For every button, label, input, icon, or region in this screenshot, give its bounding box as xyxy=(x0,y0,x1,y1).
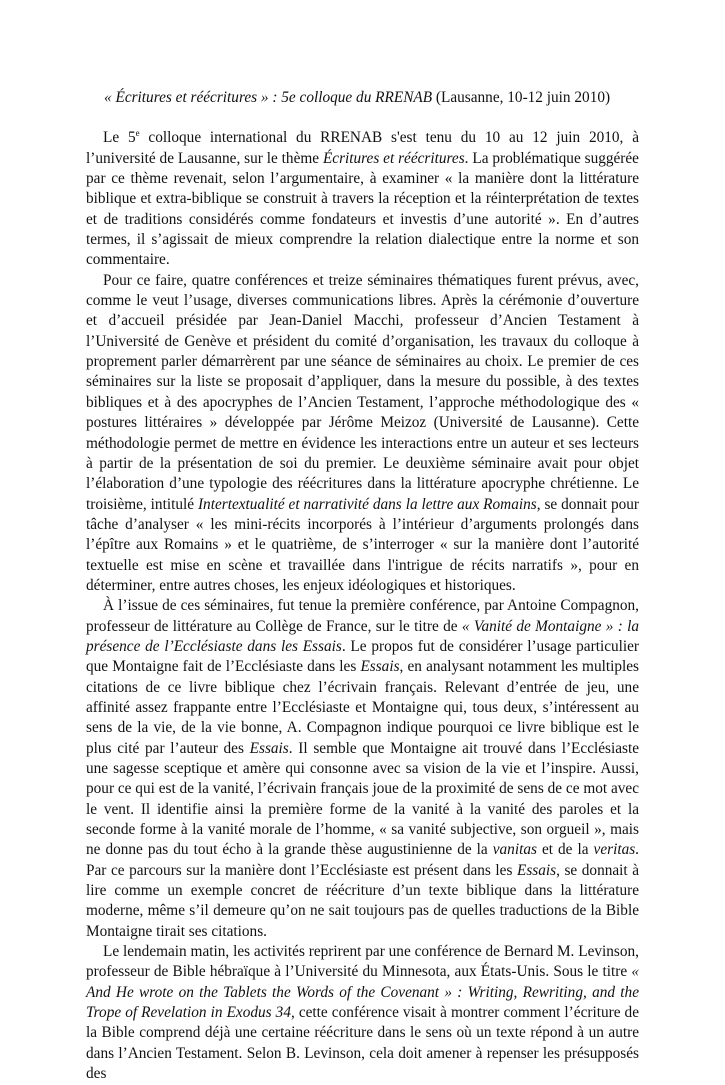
p3-text-e: et de la xyxy=(536,841,594,859)
p3-text-f: . Par ce parcours sur la manière dont l’Ecclésiaste est présent dans les xyxy=(86,841,639,879)
p1-text-b: colloque international du RRENAB s'est tenu du 10 au 12 juin 2010, à l’université de Lausanne, sur le thème xyxy=(86,129,639,167)
paragraph-1 xyxy=(86,128,639,270)
p3-vanitas-italic: vanitas xyxy=(492,841,537,859)
title-italic: « Écritures et réécritures » : 5e colloque du RRENAB xyxy=(104,89,433,106)
p3-text-g: , se donnait à lire comme un exemple concret de réécriture d’un texte biblique dans la littérature moderne, même s’il demeure qu’on ne sait toujours pas de quelles traductions de la Bible Montaigne tirait ses citations. xyxy=(86,861,639,940)
p4-text-a: Le lendemain matin, les activités reprirent par une conférence de Bernard M. Levinson, professeur de Bible hébraïque à l’Université du Minnesota, aux États-Unis. Sous le titre xyxy=(86,943,639,981)
paragraph-2 xyxy=(86,271,639,597)
p4-text-b: , cette conférence visait à montrer comment l’écriture de la Bible comprend déjà une certaine réécriture dans le sens où un texte répond à un autre dans l’Ancien Testament. Selon B. Levinson, cela doit amener à repenser les présupposés des xyxy=(86,1004,639,1083)
p3-text-b: . Le propos fut de considérer l’usage particulier que Montaigne fait de l’Ecclésiaste dans les xyxy=(86,637,640,676)
paragraph-3 xyxy=(86,596,639,942)
p2-text-b: , se donnait pour tâche d’analyser « les mini-récits incorporés à l’intérieur d’arguments prolongés dans l’épître aux Romains » et le quatrième, de s’interroger « sur la manière dont l’autorité textuelle est mise en scène et travaillée dans l'intrigue de récits narratifs », pour en déterminer, entre autres choses, les enjeux idéologiques et historiques. xyxy=(86,495,639,594)
paragraph-4 xyxy=(86,942,639,1084)
p3-essais-italic-3: Essais xyxy=(516,861,557,879)
p1-text-c: . La problématique suggérée par ce thème revenait, selon l’argumentaire, à examiner « la manière dont la littérature biblique et extra-biblique se construit à travers la réception et la réinterprétation de textes et de traditions considérés comme fondateurs et investis d’une autorité ». En d’autres termes, il s’agissait de mieux comprendre la relation dialectique entre la norme et son commentaire. xyxy=(86,149,639,269)
p3-veritas-italic: veritas xyxy=(593,841,636,859)
p3-lecture-title-italic: « Vanité de Montaigne » : la présence de l’Ecclésiaste dans les Essais xyxy=(86,617,640,655)
p3-essais-italic-2: Essais xyxy=(249,739,289,757)
p2-text-a: Pour ce faire, quatre conférences et treize séminaires thématiques furent prévus, avec, comme le veut l’usage, diverses communications libres. Après la cérémonie d’ouverture et d’accueil présidée par Jean-Daniel Macchi, professeur d’Ancien Testament à l’Université de Genève et président du comité d’organisation, les travaux du colloque à proprement parler démarrèrent par une séance de séminaires au choix. Le premier de ces séminaires sur la liste se proposait d’appliquer, dans la mesure du possible, à des textes bibliques et à des apocryphes de l’Ancien Testament, l’approche méthodologique des « postures littéraires » développée par Jérôme Meizoz (Université de Lausanne). Cette méthodologie permet de mettre en évidence les interactions entre un auteur et ses lecteurs à partir de la présentation de soi du premier. Le deuxième séminaire avait pour objet l’élaboration d’une typologie des réécritures dans la littérature apocryphe chrétienne. Le troisième, intitulé xyxy=(86,271,639,513)
p4-lecture-title-italic: « And He wrote on the Tablets the Words of the Covenant » : Writing, Rewriting, and the Trope of Revelation in Exodus 34 xyxy=(86,963,639,1022)
p1-text-a: Le 5 xyxy=(103,129,136,147)
article-title xyxy=(86,88,639,108)
p3-text-a: À l’issue de ces séminaires, fut tenue la première conférence, par Antoine Compagnon, professeur de littérature au Collège de France, sur le titre de xyxy=(86,597,639,635)
p2-seminar-title-italic: Intertextualité et narrativité dans la lettre aux Romains xyxy=(197,495,537,513)
title-location-date: (Lausanne, 10-12 juin 2010) xyxy=(432,89,611,106)
p1-theme-italic: Écritures et réécritures xyxy=(322,149,465,167)
p3-essais-italic-1: Essais xyxy=(360,658,400,676)
p3-text-d: . Il semble que Montaigne ait trouvé dans l’Ecclésiaste une sagesse sceptique et amère qui consonne avec sa vision de la vie et l’inspire. Aussi, pour ce qui est de la vanité, l’écrivain français joue de la proximité de sens de ce mot avec le vent. Il identifie ainsi la première forme de la vanité à la vanité des paroles et la seconde forme à la vanité morale de l’homme, « sa vanité subjective, son orgueil », mais ne donne pas du tout écho à la grande thèse augustinienne de la xyxy=(86,739,640,859)
p3-text-c: , en analysant notamment les multiples citations de ce livre biblique chez l’écrivain français. Relevant d’entrée de jeu, une affinité assez frappante entre l’Ecclésiaste et Montaigne qui, tous deux, s’intéressent au sens de la vie, de la vie bonne, A. Compagnon indique pourquoi ce livre biblique est le plus cité par l’auteur des xyxy=(86,658,639,757)
p1-superscript: e xyxy=(135,128,140,139)
